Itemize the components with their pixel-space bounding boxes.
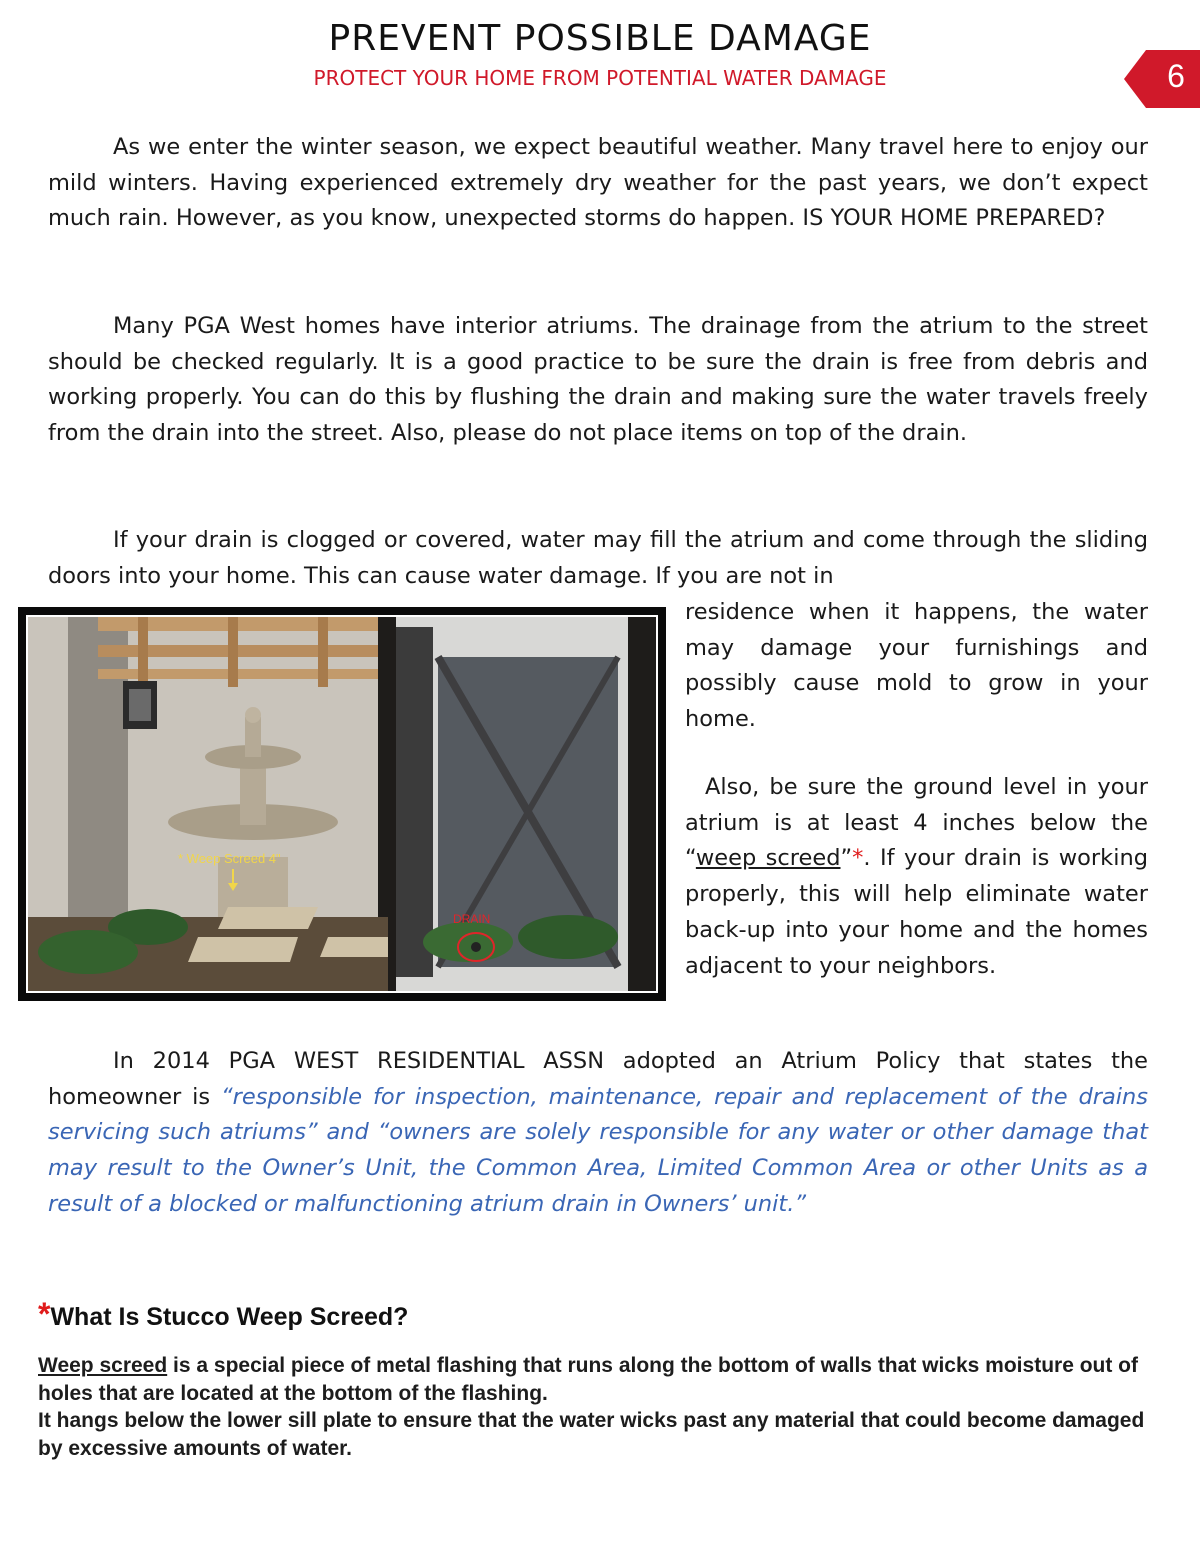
weep-screed-definition — [38, 1352, 1153, 1462]
weep-screed-term: Weep screed — [38, 1354, 168, 1377]
pergola-beams — [98, 617, 388, 687]
weep-definition-line-2: It hangs below the lower sill plate to ensure that the water wicks past any material that could become damaged by excessive amounts of water. — [38, 1409, 1145, 1460]
atrium-photo — [18, 607, 666, 1001]
paragraph-clogged — [48, 523, 1148, 594]
policy-lead: In 2014 PGA WEST RESIDENTIAL ASSN adopted an Atrium Policy that states the homeowner is — [48, 1048, 1148, 1110]
policy-mid: and — [317, 1119, 378, 1146]
paragraph-ground-level — [685, 770, 1148, 984]
photo-border — [26, 615, 658, 993]
weep-screed-heading — [38, 1296, 408, 1333]
drain-icon — [471, 942, 481, 952]
ground-level-text-b: . If your drain is working properly, this will help eliminate water back-up into your home and the homes adjacent to your neighbors. — [685, 845, 1149, 979]
drain-label: DRAIN — [453, 912, 491, 926]
ground-level-quote-close: ” — [840, 845, 853, 872]
page-subtitle: PROTECT YOUR HOME FROM POTENTIAL WATER DAMAGE — [313, 66, 887, 90]
atrium-scene — [28, 617, 656, 991]
page-number-tab — [1124, 50, 1200, 108]
paragraph-atriums — [48, 309, 1148, 452]
paragraph-ground-level-text — [685, 770, 1148, 984]
page-number: 6 — [1167, 58, 1185, 94]
paragraph-clogged-text: If your drain is clogged or covered, water may fill the atrium and come through the sliding doors into your home. This can cause water damage. If you are not in — [48, 527, 1148, 589]
paragraph-policy — [48, 1044, 1148, 1223]
asterisk-icon: * — [852, 845, 864, 872]
heading-asterisk-icon: * — [38, 1296, 51, 1332]
paragraph-winter — [48, 130, 1148, 237]
policy-quote-2: “owners are solely responsible for any water or other damage that may result to the Owner’s Unit, the Common Area, Limited Common Area or other Units as a result of a blocked or malfunctioning atrium drain in Owners’ unit.” — [48, 1119, 1148, 1217]
paragraph-clogged-side — [685, 595, 1148, 738]
paragraph-clogged-side-text: residence when it happens, the water may damage your furnishings and possibly cause mold to grow in your home. — [685, 599, 1148, 733]
paragraph-atriums-text: Many PGA West homes have interior atriums. The drainage from the atrium to the street should be checked regularly. It is a good practice to be sure the drain is free from debris and working properly. You can do this by flushing the drain and making sure the water travels freely from the drain into the street. Also, please do not place items on top of the drain. — [48, 313, 1148, 447]
policy-quote-1: “responsible for inspection, maintenance, repair and replacement of the drains servicing such atriums” — [48, 1083, 1149, 1146]
weep-screed-heading-text: What Is Stucco Weep Screed? — [50, 1303, 409, 1331]
ground-level-text-a: Also, be sure the ground level in your atrium is at least 4 inches below the “ — [685, 774, 1148, 872]
page-title: PREVENT POSSIBLE DAMAGE — [328, 18, 872, 59]
weep-screed-label: * Weep Screed 4" — [178, 851, 281, 866]
paragraph-policy-text — [48, 1044, 1148, 1223]
paragraph-winter-text: As we enter the winter season, we expect beautiful weather. Many travel here to enjoy our mild winters. Having experienced extremely dry weather for the past years, we don’t expect much rain. However, as you know, unexpected storms do happen. IS YOUR HOME PREPARED? — [48, 134, 1148, 232]
weep-screed-link: weep screed — [695, 845, 841, 872]
lantern — [123, 681, 157, 729]
weep-definition-line-1 — [38, 1352, 1153, 1407]
weep-definition-text-1: is a special piece of metal flashing that runs along the bottom of walls that wicks moisture out of holes that are located at the bottom of the flashing. — [38, 1354, 1139, 1405]
